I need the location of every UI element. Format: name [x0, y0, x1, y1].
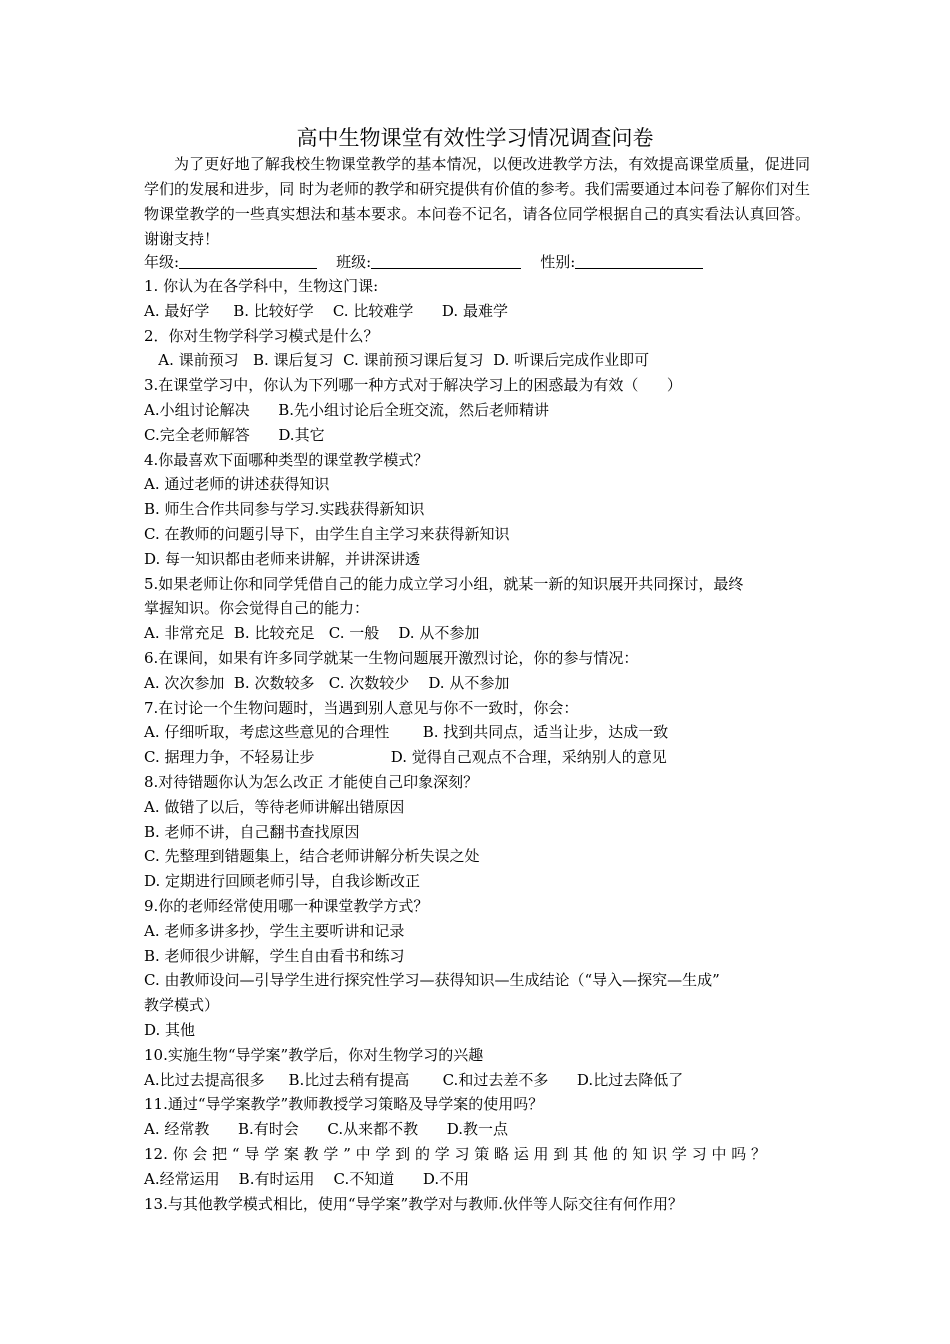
question-line: 6.在课间，如果有许多同学就某一生物问题展开激烈讨论，你的参与情况： — [144, 649, 639, 667]
options-line: C.完全老师解答 D.其它 — [144, 426, 325, 444]
options-line: C. 先整理到错题集上，结合老师讲解分析失误之处 — [144, 847, 480, 865]
gender-blank[interactable] — [575, 252, 703, 269]
question-line: 掌握知识。你会觉得自己的能力： — [144, 599, 370, 617]
question-line: 11.通过“导学案教学”教师教授学习策略及导学案的使用吗？ — [144, 1095, 544, 1113]
options-line: A. 老师多讲多抄，学生主要听讲和记录 — [144, 922, 405, 940]
grade-blank[interactable] — [179, 252, 317, 269]
question-line: 13.与其他教学模式相比，使用“导学案”教学对与教师.伙伴等人际交往有何作用？ — [144, 1195, 683, 1213]
question-line: 4.你最喜欢下面哪种类型的课堂教学模式？ — [144, 451, 429, 469]
options-line: A. 做错了以后，等待老师讲解出错原因 — [144, 798, 405, 816]
options-line: A. 通过老师的讲述获得知识 — [144, 475, 330, 493]
class-label: 班级: — [336, 253, 372, 271]
options-line: A. 非常充足 B. 比较充足 C. 一般 D. 从不参加 — [144, 624, 480, 642]
question-line: 8.对待错题你认为怎么改正 才能使自己印象深刻？ — [144, 773, 479, 791]
info-fields-row — [144, 250, 816, 274]
class-blank[interactable] — [371, 252, 521, 269]
gender-label: 性别: — [540, 253, 576, 271]
question-line: 5.如果老师让你和同学凭借自己的能力成立学习小组，就某一新的知识展开共同探讨，最终 — [144, 575, 744, 593]
question-line: 2．你对生物学科学习模式是什么？ — [144, 327, 379, 345]
question-line: 3.在课堂学习中，你认为下列哪一种方式对于解决学习上的困惑最为有效（ ） — [144, 376, 682, 394]
options-line: C. 在教师的问题引导下，由学生自主学习来获得新知识 — [144, 525, 510, 543]
intro-paragraph: 为了更好地了解我校生物课堂教学的基本情况，以便改进教学方法，有效提高课堂质量，促进同学们的发展和进步，同 时为老师的教学和研究提供有价值的参考。我们需要通过本问卷了解你们对生物课堂教学的一些真实想法和基本要求。本问卷不记名，请各位同学根据自己的真实看法认真回答。谢谢支持！ — [144, 155, 810, 248]
question-line: 9.你的老师经常使用哪一种课堂教学方式？ — [144, 897, 429, 915]
document-title: 高中生物课堂有效性学习情况调查问卷 — [296, 126, 654, 150]
options-line: A.比过去提高很多 B.比过去稍有提高 C.和过去差不多 D.比过去降低了 — [144, 1071, 684, 1089]
options-line: C. 由教师设问—引导学生进行探究性学习—获得知识—生成结论（“导入—探究—生成” — [144, 971, 720, 989]
options-line: D. 其他 — [144, 1021, 196, 1039]
options-line: B. 老师很少讲解，学生自由看书和练习 — [144, 947, 405, 965]
options-line: 教学模式） — [144, 996, 220, 1014]
question-line: 1. 你认为在各学科中，生物这门课: — [144, 277, 379, 295]
options-line: C. 据理力争，不轻易让步 D. 觉得自己观点不合理，采纳别人的意见 — [144, 748, 667, 766]
options-line: A. 经常教 B.有时会 C.从来都不教 D.教一点 — [144, 1120, 508, 1138]
options-line: A.经常运用 B.有时运用 C.不知道 D.不用 — [144, 1170, 470, 1188]
options-line: A. 次次参加 B. 次数较多 C. 次数较少 D. 从不参加 — [144, 674, 510, 692]
options-line: B. 老师不讲，自己翻书查找原因 — [144, 823, 360, 841]
options-line: A. 最好学 B. 比较好学 C. 比较难学 D. 最难学 — [144, 302, 508, 320]
grade-label: 年级: — [144, 253, 180, 271]
options-line: A. 课前预习 B. 课后复习 C. 课前预习课后复习 D. 听课后完成作业即可 — [144, 351, 650, 369]
question-line: 7.在讨论一个生物问题时，当遇到别人意见与你不一致时，你会： — [144, 699, 579, 717]
options-line: A. 仔细听取，考虑这些意见的合理性 B. 找到共同点，适当让步，达成一致 — [144, 723, 669, 741]
options-line: D. 定期进行回顾老师引导，自我诊断改正 — [144, 872, 421, 890]
question-line: 12. 你 会 把 “ 导 学 案 教 学 ” 中 学 到 的 学 习 策 略 运 用 到 其 他 的 知 识 学 习 中 吗 ？ — [144, 1145, 767, 1163]
question-line: 10.实施生物“导学案”教学后，你对生物学习的兴趣 — [144, 1046, 484, 1064]
options-line: D. 每一知识都由老师来讲解，并讲深讲透 — [144, 550, 421, 568]
options-line: B. 师生合作共同参与学习.实践获得新知识 — [144, 500, 425, 518]
options-line: A.小组讨论解决 B.先小组讨论后全班交流，然后老师精讲 — [144, 401, 550, 419]
